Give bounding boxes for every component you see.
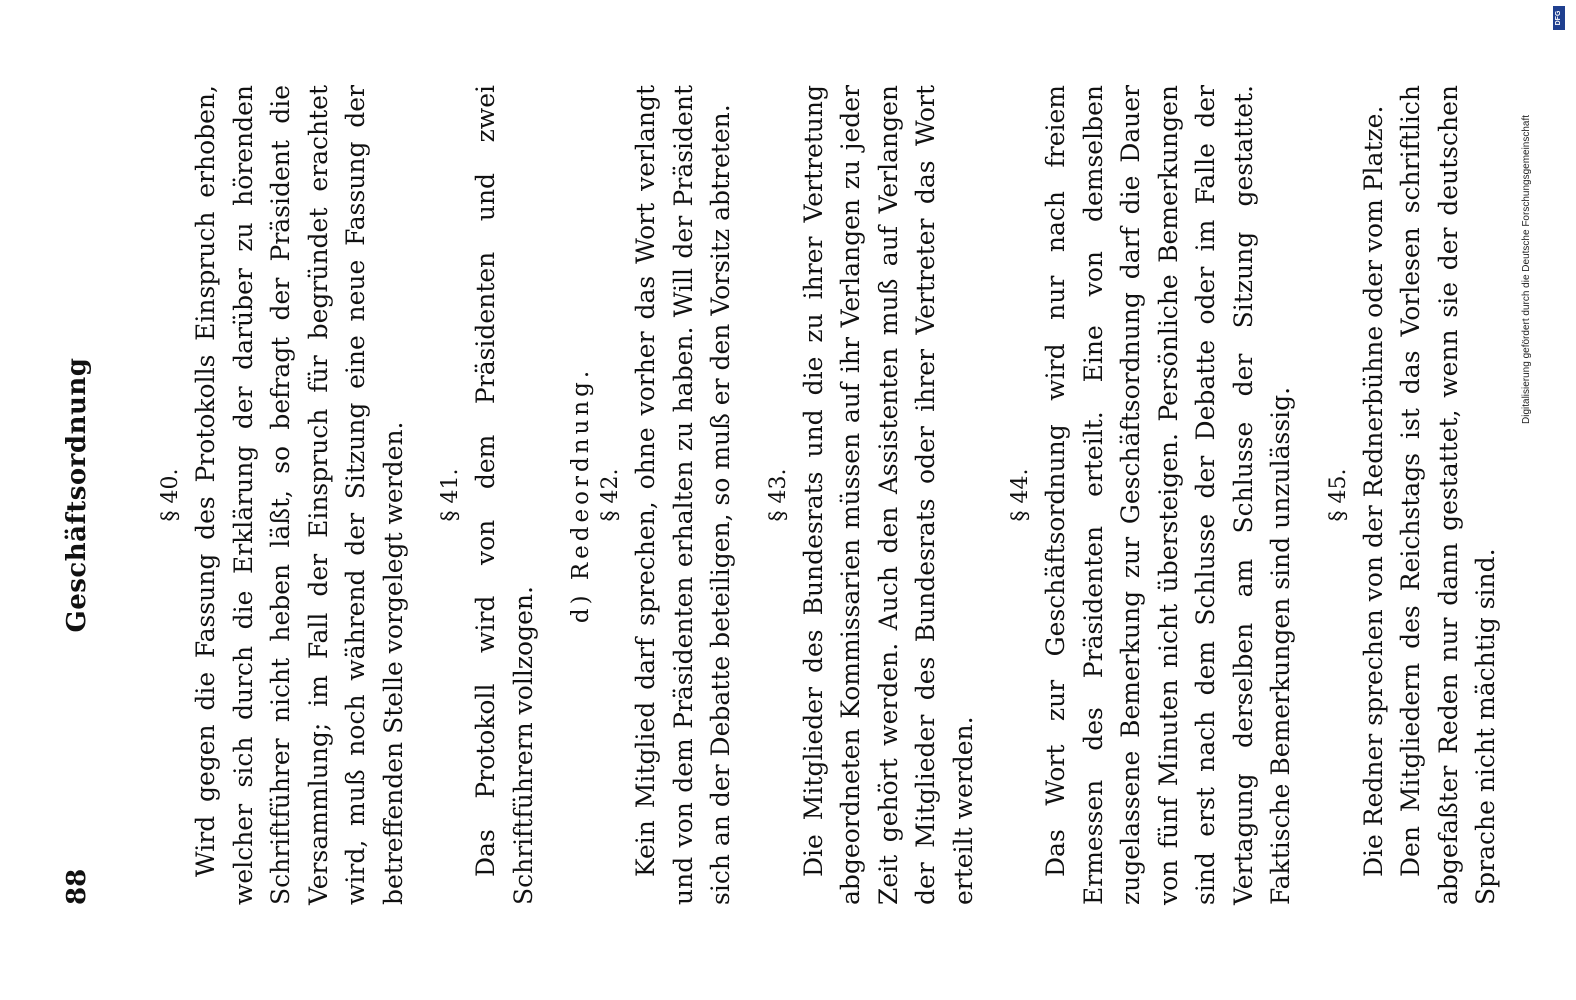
section-44 — [1008, 85, 1300, 905]
section-41 — [438, 85, 542, 905]
section-paragraph: Die Redner sprechen von der Rednerbühne oder vom Platze. — [1358, 105, 1388, 877]
page-content — [62, 85, 1500, 905]
dfg-logo-text: DFG — [1555, 10, 1562, 26]
running-title: Geschäftsordnung — [62, 357, 92, 633]
section-paragraph: Wird gegen die Fassung des Protokolls Einspruch erhoben, welcher sich durch die Erklärung der darüber zu hörenden Schriftführer nicht heben läßt, so befragt der Präsident die Versammlung; im Fall der Einspruch für begründet erachtet wird, muß noch während der Sitzung eine neue Fassung der betreffenden Stelle vorgelegt werden. — [191, 85, 408, 905]
subsection-heading: d) Redeordnung. — [568, 366, 594, 624]
digitization-note-text: Digitalisierung gefördert durch die Deutsche Forschungsgemeinschaft — [1521, 114, 1532, 424]
section-45 — [1326, 85, 1505, 905]
section-40 — [158, 85, 412, 905]
section-43 — [766, 85, 983, 905]
dfg-logo-icon — [1553, 6, 1565, 30]
section-paragraph: Die Mitglieder des Bundesrats und die zu ihrer Vertretung abgeordneten Kommissarien müssen auf ihr Verlangen zu jeder Zeit gehört werden. Auch den Assistenten muß auf Verlangen der Mitglieder des Bundesrats oder ihrer Vertreter das Wort erteilt werden. — [798, 85, 978, 905]
section-42 — [598, 85, 740, 905]
section-heading: § 41. — [438, 468, 463, 522]
digitization-note — [1520, 14, 1550, 424]
section-paragraph: Das Wort zur Geschäftsordnung wird nur nach freiem Ermessen des Präsidenten erteilt. Eine von demselben zugelassene Bemerkung zur Geschäftsordnung darf die Dauer von fünf Minuten nicht übersteigen. Persönliche Bemerkungen sind erst nach dem Schlusse der Debatte oder im Falle der Vertagung derselben am Schlusse der Sitzung gestattet. Faktische Bemerkungen sind unzulässig. — [1041, 85, 1295, 905]
section-heading: § 43. — [765, 468, 791, 522]
section-heading: § 40. — [158, 468, 183, 522]
section-paragraph: Kein Mitglied darf sprechen, ohne vorher das Wort verlangt und von dem Präsidenten erhalten zu haben. Will der Präsident sich an der Debatte beteiligen, so muß er den Vorsitz abtreten. — [631, 85, 735, 905]
section-paragraph-2: Den Mitgliedern des Reichstags ist das Vorlesen schriftlich abgefaßter Reden nur dann gestattet, wenn sie der deutschen Sprache nicht mächtig sind. — [1396, 85, 1500, 905]
section-heading: § 42. — [598, 468, 623, 522]
running-head — [62, 85, 108, 905]
section-heading: § 44. — [1008, 468, 1033, 522]
section-paragraph: Das Protokoll wird von dem Präsidenten und zwei Schriftführern vollzogen. — [471, 85, 538, 905]
section-heading: § 45. — [1325, 468, 1351, 522]
page-number: 88 — [62, 868, 92, 905]
